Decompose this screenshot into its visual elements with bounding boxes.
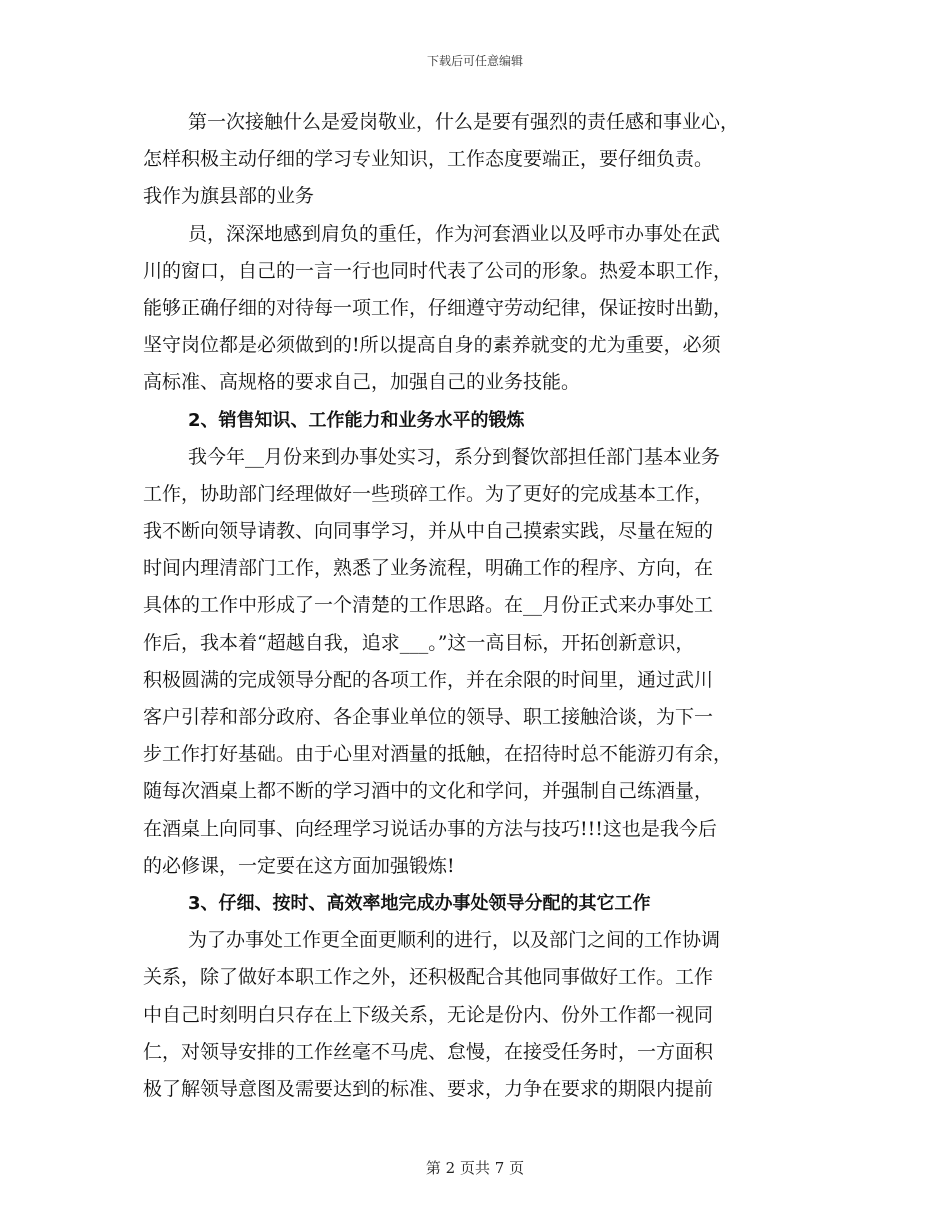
document-body <box>143 104 813 1108</box>
text-line: 怎样积极主动仔细的学习专业知识，工作态度要端正，要仔细负责。 <box>143 148 714 171</box>
text-line: 中自己时刻明白只存在上下级关系，无论是份内、份外工作都一视同 <box>143 1003 714 1026</box>
text-line: 川的窗口，自己的一言一行也同时代表了公司的形象。热爱本职工作， <box>143 259 733 282</box>
section-heading: 3、仔细、按时、高效率地完成办事处领导分配的其它工作 <box>188 892 651 914</box>
text-line: 工作，协助部门经理做好一些琐碎工作。为了更好的完成基本工作， <box>143 482 714 505</box>
text-line: 高标准、高规格的要求自己，加强自己的业务技能。 <box>143 371 581 394</box>
text-line: 在酒桌上向同事、向经理学习说话办事的方法与技巧!!!这也是我今后 <box>143 817 717 840</box>
text-line: 坚守岗位都是必须做到的!所以提高自身的素养就变的尤为重要，必须 <box>143 334 721 357</box>
text-line: 随每次酒桌上都不断的学习酒中的文化和学问，并强制自己练酒量， <box>143 780 714 803</box>
text-line: 积极圆满的完成领导分配的各项工作，并在余限的时间里，通过武川 <box>143 668 714 691</box>
text-line: 能够正确仔细的对待每一项工作，仔细遵守劳动纪律，保证按时出勤， <box>143 296 733 319</box>
text-line: 步工作打好基础。由于心里对酒量的抵触，在招待时总不能游刃有余， <box>143 743 733 766</box>
text-line: 我作为旗县部的业务 <box>143 185 315 208</box>
section-heading: 2、销售知识、工作能力和业务水平的锻炼 <box>188 409 525 431</box>
text-line: 作后，我本着“超越自我，追求___。”这一高目标，开拓创新意识， <box>143 631 695 654</box>
page-header: 下载后可任意编辑 <box>426 54 523 68</box>
text-line: 第一次接触什么是爱岗敬业，什么是要有强烈的责任感和事业心， <box>188 111 740 133</box>
text-line: 时间内理清部门工作，熟悉了业务流程，明确工作的程序、方向，在 <box>143 557 714 580</box>
text-line: 关系，除了做好本职工作之外，还积极配合其他同事做好工作。工作 <box>143 966 714 989</box>
text-line: 客户引荐和部分政府、各企事业单位的领导、职工接触洽谈，为下一 <box>143 706 714 728</box>
text-line: 仁，对领导安排的工作丝毫不马虎、怠慢，在接受任务时，一方面积 <box>143 1040 714 1063</box>
text-line: 为了办事处工作更全面更顺利的进行，以及部门之间的工作协调 <box>188 929 721 952</box>
text-line: 员，深深地感到肩负的重任，作为河套酒业以及呼市办事处在武 <box>188 222 721 245</box>
text-line: 极了解领导意图及需要达到的标准、要求，力争在要求的期限内提前 <box>143 1077 714 1100</box>
text-line: 我今年__月份来到办事处实习，系分到餐饮部担任部门基本业务 <box>188 445 721 468</box>
page-footer: 第 2 页共 7 页 <box>425 1159 525 1177</box>
text-line: 我不断向领导请教、向同事学习，并从中自己摸索实践，尽量在短的 <box>143 520 714 543</box>
text-line: 具体的工作中形成了一个清楚的工作思路。在__月份正式来办事处工 <box>143 594 714 617</box>
text-line: 的必修课，一定要在这方面加强锻炼! <box>143 854 455 877</box>
